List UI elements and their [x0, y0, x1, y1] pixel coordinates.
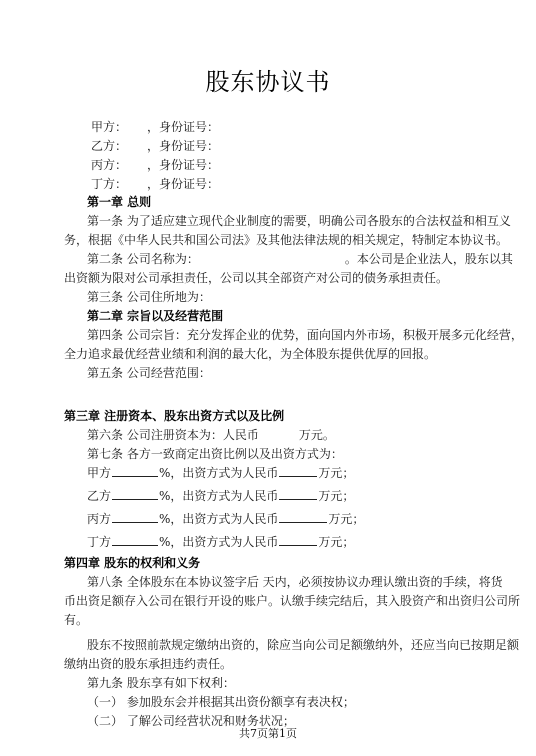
percent-blank [112, 464, 158, 477]
article-2-line-2: 出资额为限对公司承担责任，公司以其全部资产对公司的债务承担责任。 [64, 271, 449, 285]
chapter-3-heading: 第三章 注册资本、股东出资方式以及比例 [64, 409, 285, 423]
right-item-2: （二） 了解公司经营状况和财务状况； [87, 714, 295, 728]
article-8-line-2: 币出资足额存入公司在银行开设的账户。认缴手续完结后，其入股资产和出资归公司所 [64, 594, 521, 608]
contribution-row [87, 487, 354, 505]
article-2-line-1 [87, 250, 513, 268]
contribution-unit: 万元； [318, 535, 355, 549]
page-footer: 共7页第1页 [239, 727, 297, 740]
party-yi-label: 乙方： [91, 139, 128, 153]
amount-blank [279, 510, 327, 523]
article-2-name-label: 第二条 公司名称为： [87, 252, 199, 266]
chapter-2-heading: 第二章 宗旨以及经营范围 [87, 309, 224, 323]
percent-blank [112, 510, 158, 523]
article-1-line-1: 第一条 为了适应建立现代企业制度的需要，明确公司各股东的合法权益和相互义 [87, 214, 511, 228]
article-4-line-1: 第四条 公司宗旨：充分发挥企业的优势，面向国内外市场，积极开展多元化经营， [87, 328, 523, 342]
chapter-1-heading: 第一章 总则 [87, 195, 152, 209]
article-7: 第七条 各方一致商定出资比例以及出资方式为： [87, 447, 343, 461]
right-item-1: （一） 参加股东会并根据其出资份额享有表决权； [87, 695, 355, 709]
contribution-row [87, 464, 354, 482]
contribution-row [87, 533, 354, 551]
party-bing-line [91, 156, 219, 174]
article-8-line-3: 有。 [64, 613, 89, 627]
amount-blank [279, 464, 317, 477]
contribution-party: 乙方 [87, 489, 112, 503]
contribution-method: %，出资方式为人民币 [159, 535, 279, 549]
party-yi-line [91, 137, 219, 155]
contribution-method: %，出资方式为人民币 [159, 512, 279, 526]
party-ding-line [91, 175, 219, 193]
contribution-party: 甲方 [87, 466, 112, 480]
paragraph-line-1: 股东不按照前款规定缴纳出资的，除应当向公司足额缴纳外，还应当向已按期足额 [87, 638, 520, 652]
party-ding-id-label: ，身份证号： [147, 177, 220, 191]
contribution-row [87, 510, 364, 528]
party-bing-id-label: ，身份证号： [147, 158, 220, 172]
contribution-party: 丁方 [87, 535, 112, 549]
paragraph-line-2: 缴纳出资的股东承担违约责任。 [64, 657, 233, 671]
percent-blank [112, 533, 158, 546]
amount-blank [279, 487, 317, 500]
contribution-method: %，出资方式为人民币 [159, 489, 279, 503]
chapter-4-heading: 第四章 股东的权利和义务 [64, 556, 201, 570]
article-4-line-2: 全力追求最优经营业绩和利润的最大化，为全体股东提供优厚的回报。 [64, 347, 437, 361]
party-jia-line [91, 118, 219, 136]
article-6 [87, 426, 335, 444]
contribution-unit: 万元； [318, 489, 355, 503]
document-title: 股东协议书 [205, 68, 331, 96]
contribution-unit: 万元； [328, 512, 365, 526]
contribution-unit: 万元； [318, 466, 355, 480]
article-9: 第九条 股东享有如下权利： [87, 676, 235, 690]
article-3: 第三条 公司住所地为： [87, 290, 211, 304]
party-ding-label: 丁方： [91, 177, 128, 191]
party-jia-id-label: ，身份证号： [147, 120, 220, 134]
article-5: 第五条 公司经营范围： [87, 366, 211, 380]
contribution-method: %，出资方式为人民币 [159, 466, 279, 480]
article-6-unit: 万元。 [298, 428, 335, 442]
article-8-line-1: 第八条 全体股东在本协议签字后 天内，必须按协议办理认缴出资的手续，将货 [87, 575, 503, 589]
party-jia-label: 甲方： [91, 120, 128, 134]
article-6-capital-label: 第六条 公司注册资本为：人民币 [87, 428, 259, 442]
contribution-party: 丙方 [87, 512, 112, 526]
article-2-legal-person: 。本公司是企业法人，股东以其 [344, 252, 513, 266]
article-1-line-2: 务，根据《中华人民共和国公司法》及其他法律法规的相关规定，特制定本协议书。 [64, 233, 509, 247]
party-bing-label: 丙方： [91, 158, 128, 172]
party-yi-id-label: ，身份证号： [147, 139, 220, 153]
amount-blank [279, 533, 317, 546]
percent-blank [112, 487, 158, 500]
